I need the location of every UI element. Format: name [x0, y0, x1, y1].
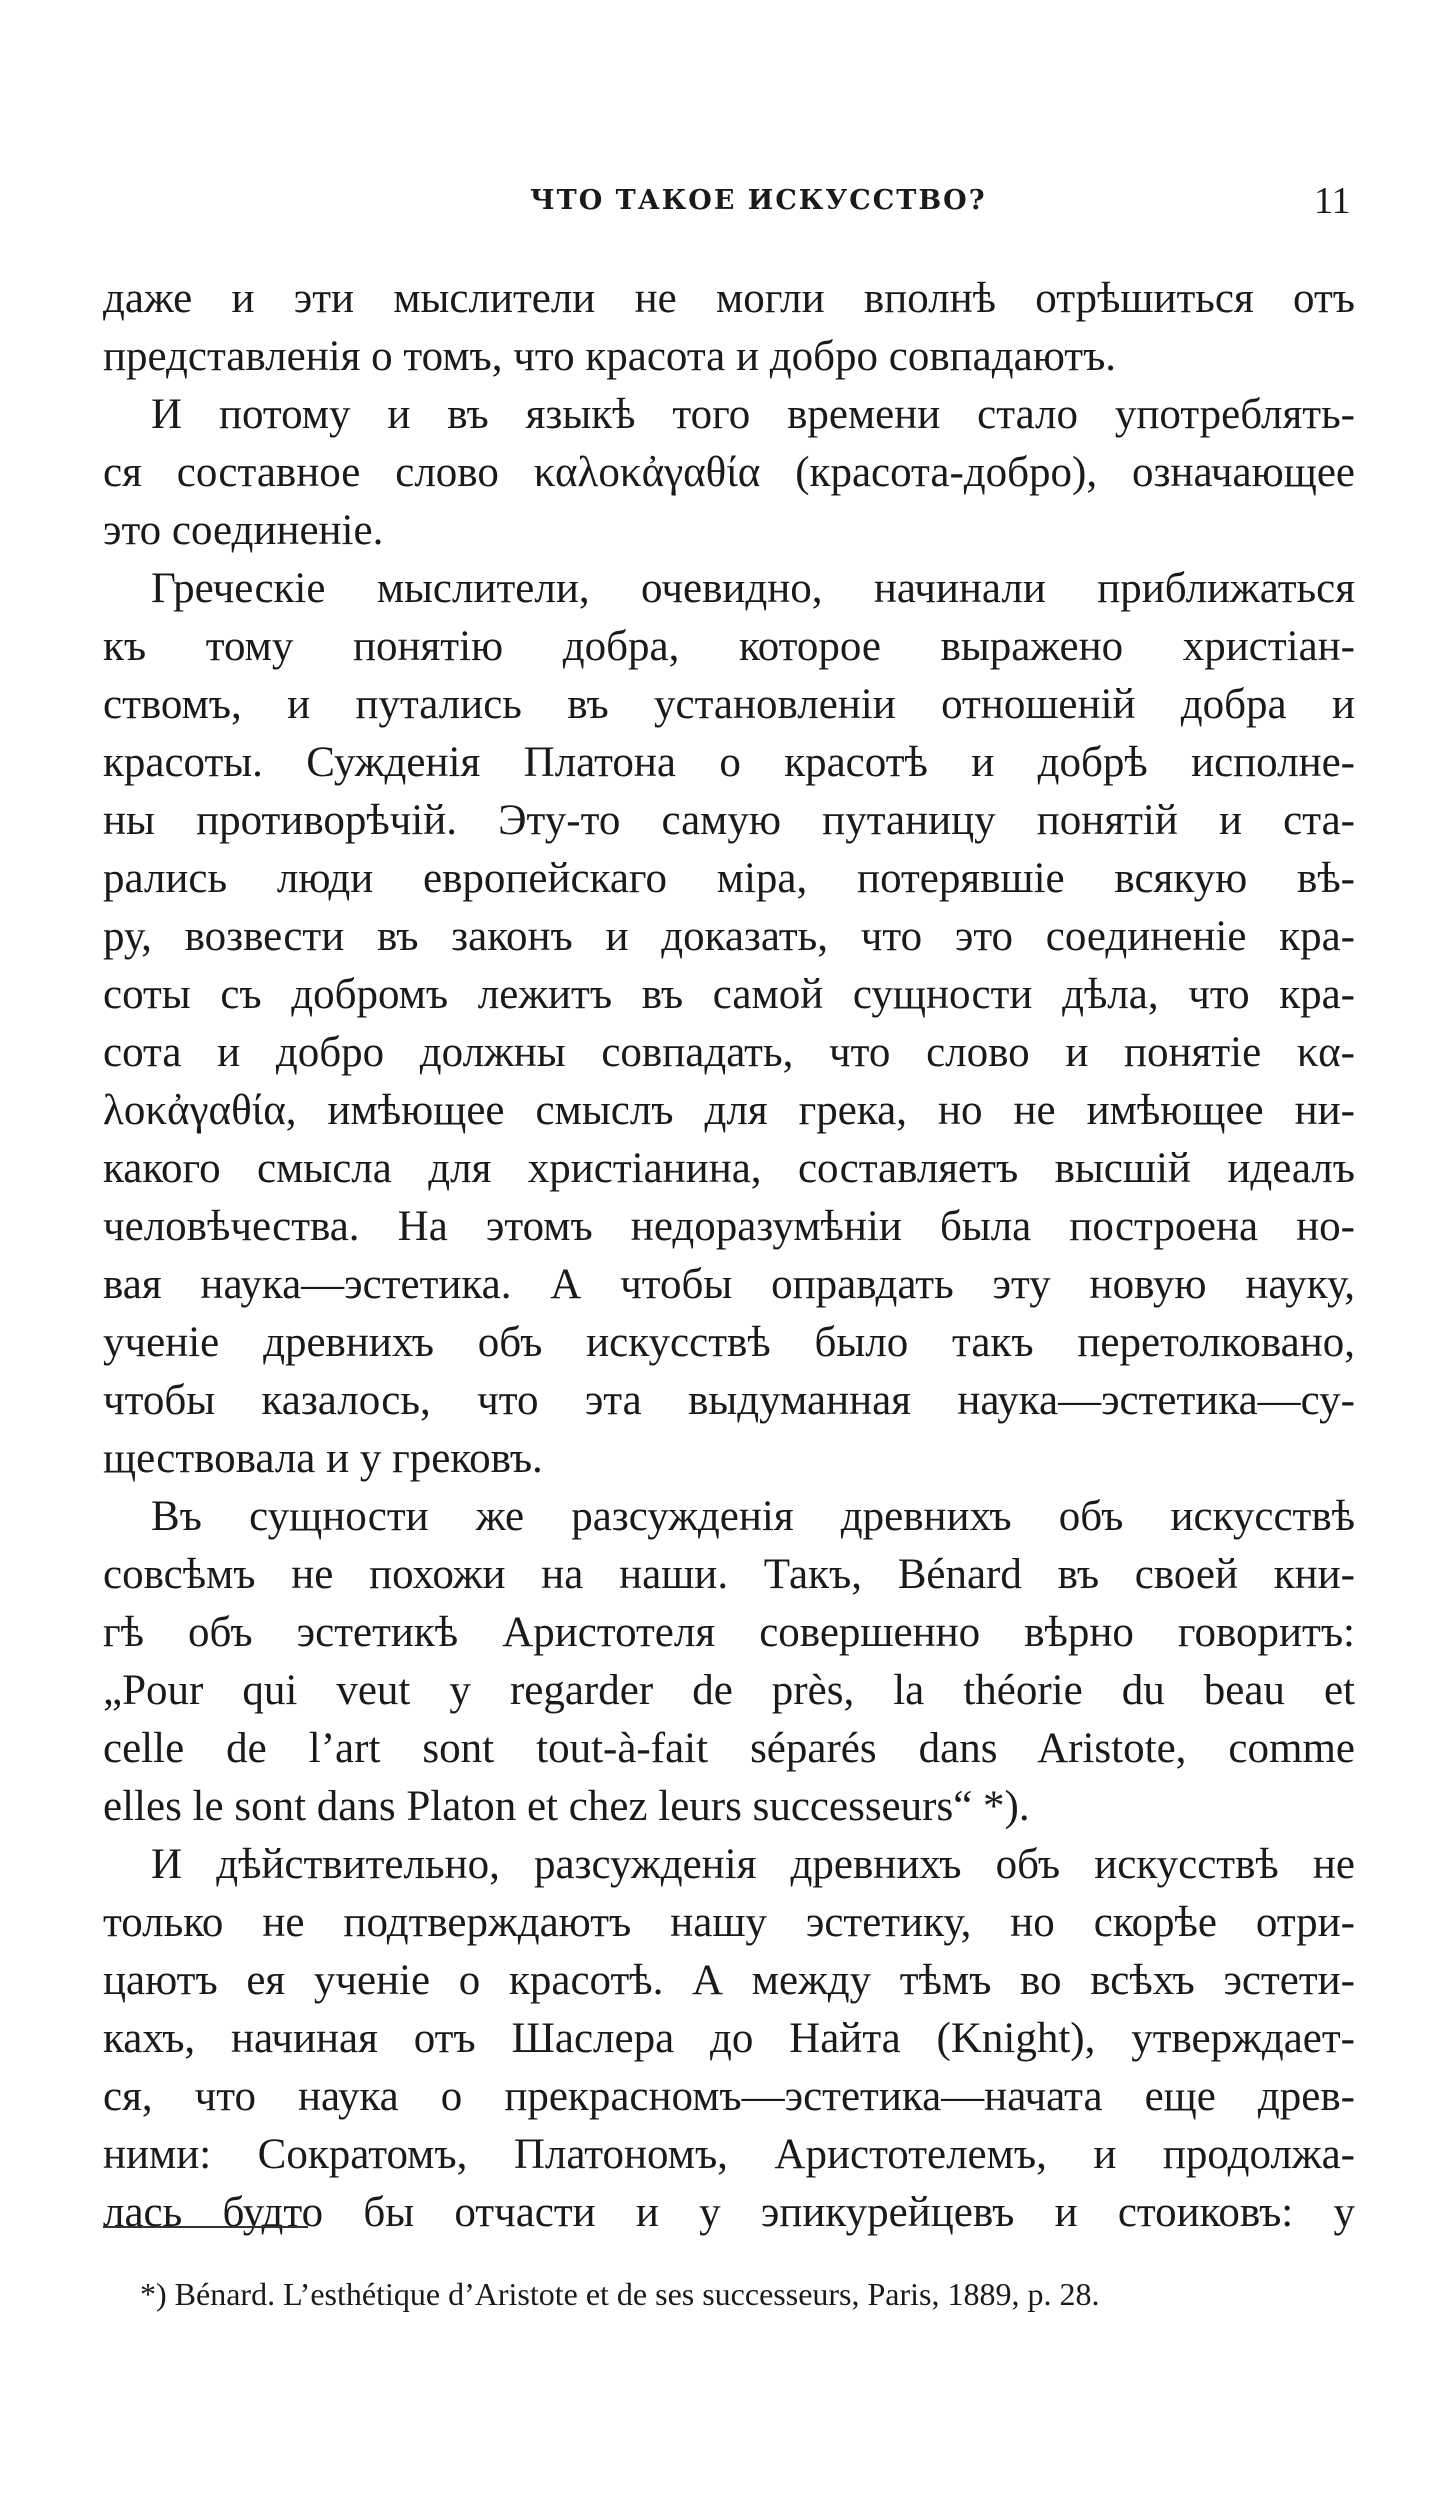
text-line: человѣчества. На этомъ недоразумѣніи была построена но-: [103, 1203, 1355, 1250]
text-line: совсѣмъ не похожи на наши. Такъ, Bénard въ своей кни-: [103, 1551, 1355, 1598]
text-line: ними: Сократомъ, Платономъ, Аристотелемъ, и продолжа-: [103, 2131, 1355, 2178]
text-line: elles le sont dans Platon et chez leurs successeurs“ *).: [103, 1783, 1030, 1830]
footnote: *) Bénard. L’esthétique d’Aristote et de ses successeurs, Paris, 1889, p. 28.: [140, 2276, 1100, 2312]
text-line: И потому и въ языкѣ того времени стало употреблять-: [151, 391, 1355, 438]
text-line: соты съ добромъ лежитъ въ самой сущности дѣла, что кра-: [103, 971, 1355, 1018]
text-line: красоты. Сужденія Платона о красотѣ и добрѣ исполне-: [103, 739, 1355, 786]
running-title: ЧТО ТАКОЕ ИСКУССТВО?: [530, 185, 987, 216]
text-line: Въ сущности же разсужденія древнихъ объ искусствѣ: [151, 1493, 1355, 1540]
text-line: Греческіе мыслители, очевидно, начинали приближаться: [151, 565, 1355, 612]
text-line: ся, что наука о прекрасномъ—эстетика—начата еще древ-: [103, 2073, 1355, 2120]
text-line: представленія о томъ, что красота и добро совпадаютъ.: [103, 333, 1117, 380]
text-line: λοκἀγαθία, имѣющее смыслъ для грека, но не имѣющее ни-: [103, 1087, 1355, 1134]
text-line: И дѣйствительно, разсужденія древнихъ объ искусствѣ не: [151, 1841, 1355, 1888]
text-line: къ тому понятію добра, которое выражено христіан-: [103, 623, 1355, 670]
text-line: даже и эти мыслители не могли вполнѣ отрѣшиться отъ: [103, 275, 1355, 322]
text-line: рались люди европейскаго міра, потерявшіе всякую вѣ-: [103, 855, 1355, 902]
page-number: 11: [1314, 180, 1351, 222]
text-line: ществовала и у грековъ.: [103, 1435, 543, 1482]
text-line: ученіе древнихъ объ искусствѣ было такъ перетолковано,: [103, 1319, 1355, 1366]
text-line: ру, возвести въ законъ и доказать, что это соединеніе кра-: [103, 913, 1355, 960]
text-line: чтобы казалось, что эта выдуманная наука—эстетика—су-: [103, 1377, 1355, 1424]
text-line: кахъ, начиная отъ Шаслера до Найта (Knight), утверждает-: [103, 2015, 1355, 2062]
text-line: celle de l’art sont tout-à-fait séparés dans Aristote, comme: [103, 1725, 1355, 1772]
body-text: [103, 270, 1355, 2242]
text-line: какого смысла для христіанина, составляетъ высшій идеалъ: [103, 1145, 1355, 1192]
text-line: лась будто бы отчасти и у эпикурейцевъ и стоиковъ: у: [103, 2189, 1355, 2236]
text-line: ся составное слово καλοκἀγαθία (красота-добро), означающее: [103, 449, 1355, 496]
text-line: „Pour qui veut y regarder de près, la théorie du beau et: [103, 1667, 1355, 1714]
text-line: ны противорѣчій. Эту-то самую путаницу понятій и ста-: [103, 797, 1355, 844]
text-line: цаютъ ея ученіе о красотѣ. А между тѣмъ во всѣхъ эстети-: [103, 1957, 1355, 2004]
text-line: это соединеніе.: [103, 507, 384, 554]
text-line: сота и добро должны совпадать, что слово и понятіе κα-: [103, 1029, 1355, 1076]
text-line: ствомъ, и путались въ установленіи отношеній добра и: [103, 681, 1355, 728]
text-line: гѣ объ эстетикѣ Аристотеля совершенно вѣрно говоритъ:: [103, 1609, 1355, 1656]
text-line: только не подтверждаютъ нашу эстетику, но скорѣе отри-: [103, 1899, 1355, 1946]
footnote-divider: [103, 2226, 308, 2228]
text-line: вая наука—эстетика. А чтобы оправдать эту новую науку,: [103, 1261, 1355, 1308]
running-head: [0, 180, 1448, 225]
